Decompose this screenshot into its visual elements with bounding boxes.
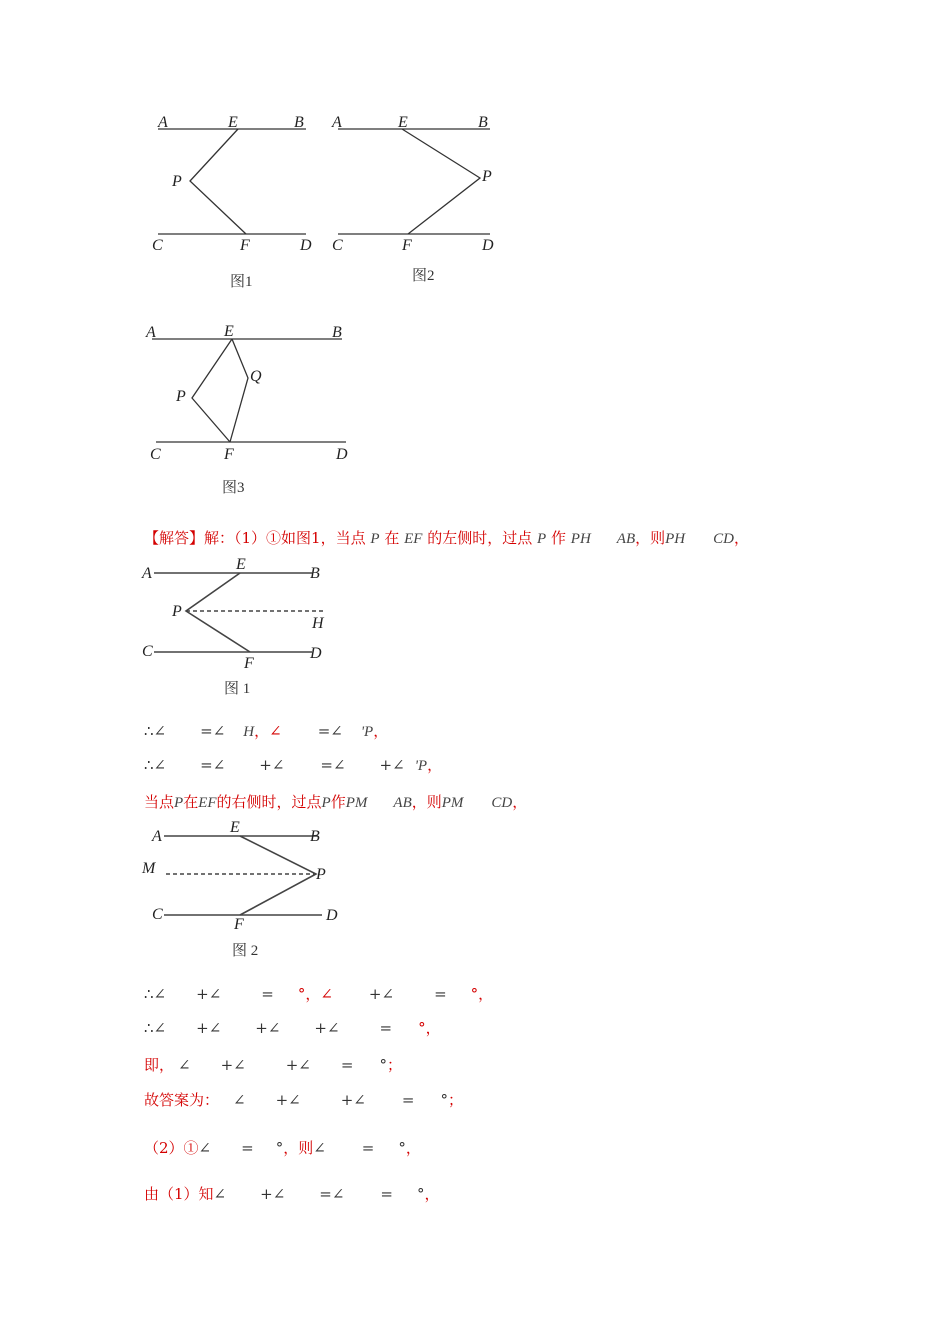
label-e: E — [224, 323, 234, 340]
label-d: D — [300, 237, 312, 254]
label-f: F — [234, 916, 244, 933]
label-a: A — [142, 565, 152, 582]
figure-2-caption: 图2 — [412, 268, 435, 284]
label-b: B — [310, 565, 320, 582]
label-b: B — [310, 828, 320, 845]
label-p: P — [172, 173, 182, 190]
solution-line-1: 【解答】解：（1）①如图1，当点 P 在 EF 的左侧时，过点 P 作 PH AB，则PH CD， — [144, 529, 749, 547]
segment-epf — [186, 573, 250, 652]
label-f: F — [240, 237, 250, 254]
solution-line-7: 即， ∠ +∠ +∠ = °； — [144, 1056, 402, 1074]
figure-1 — [150, 110, 320, 295]
label-a: A — [146, 324, 156, 341]
segment-eqf — [230, 339, 248, 442]
label-m: M — [142, 860, 156, 877]
figure-1-caption: 图1 — [230, 274, 253, 290]
solution-figure-2-caption: 图 2 — [232, 943, 259, 959]
label-e: E — [230, 819, 240, 836]
label-d: D — [482, 237, 494, 254]
label-e: E — [228, 114, 238, 131]
label-e: E — [236, 556, 246, 573]
solution-line-9: （2）①∠ = °，则∠ = °， — [144, 1139, 421, 1157]
label-f: F — [244, 655, 254, 672]
segment-epf — [190, 129, 246, 234]
figure-2 — [330, 110, 500, 295]
label-p: P — [176, 388, 186, 405]
solution-figure-1 — [140, 555, 340, 700]
label-h: H — [312, 615, 324, 632]
answer-heading: 【解答】 — [144, 529, 205, 547]
segment-epf — [192, 339, 232, 442]
label-b: B — [478, 114, 488, 131]
label-c: C — [150, 446, 161, 463]
solution-figure-2 — [140, 818, 350, 963]
solution-line-10: 由（1）知∠ +∠ =∠ = °， — [144, 1185, 440, 1203]
solution-line-3: ∴∠ =∠ +∠ =∠ +∠ 'P， — [144, 756, 443, 774]
label-c: C — [152, 237, 163, 254]
label-q: Q — [250, 368, 262, 385]
label-a: A — [152, 828, 162, 845]
solution-line-4: 当点P在EF的右侧时，过点P作PM AB，则PM CD， — [144, 793, 528, 811]
solution-line-6: ∴∠ +∠ +∠ +∠ = °， — [144, 1019, 441, 1037]
label-a: A — [332, 114, 342, 131]
label-p: P — [172, 603, 182, 620]
solution-line-5: ∴∠ +∠ = °，∠ +∠ = °， — [144, 985, 494, 1003]
label-p: P — [316, 866, 326, 883]
label-a: A — [158, 114, 168, 131]
figure-3 — [142, 318, 362, 503]
solution-figure-1-caption: 图 1 — [224, 681, 251, 697]
label-d: D — [336, 446, 348, 463]
solution-line-2: ∴∠ =∠ H，∠ =∠ 'P， — [144, 722, 389, 740]
solution-line-8: 故答案为： ∠ +∠ +∠ = °； — [144, 1091, 463, 1109]
label-d: D — [326, 907, 338, 924]
segment-epf — [402, 129, 480, 234]
figure-3-caption: 图3 — [222, 480, 245, 496]
label-f: F — [224, 446, 234, 463]
label-c: C — [142, 643, 153, 660]
label-b: B — [294, 114, 304, 131]
label-f: F — [402, 237, 412, 254]
label-e: E — [398, 114, 408, 131]
label-d: D — [310, 645, 322, 662]
label-p: P — [482, 168, 492, 185]
label-b: B — [332, 324, 342, 341]
label-c: C — [152, 906, 163, 923]
segment-epf — [240, 836, 316, 915]
label-c: C — [332, 237, 343, 254]
